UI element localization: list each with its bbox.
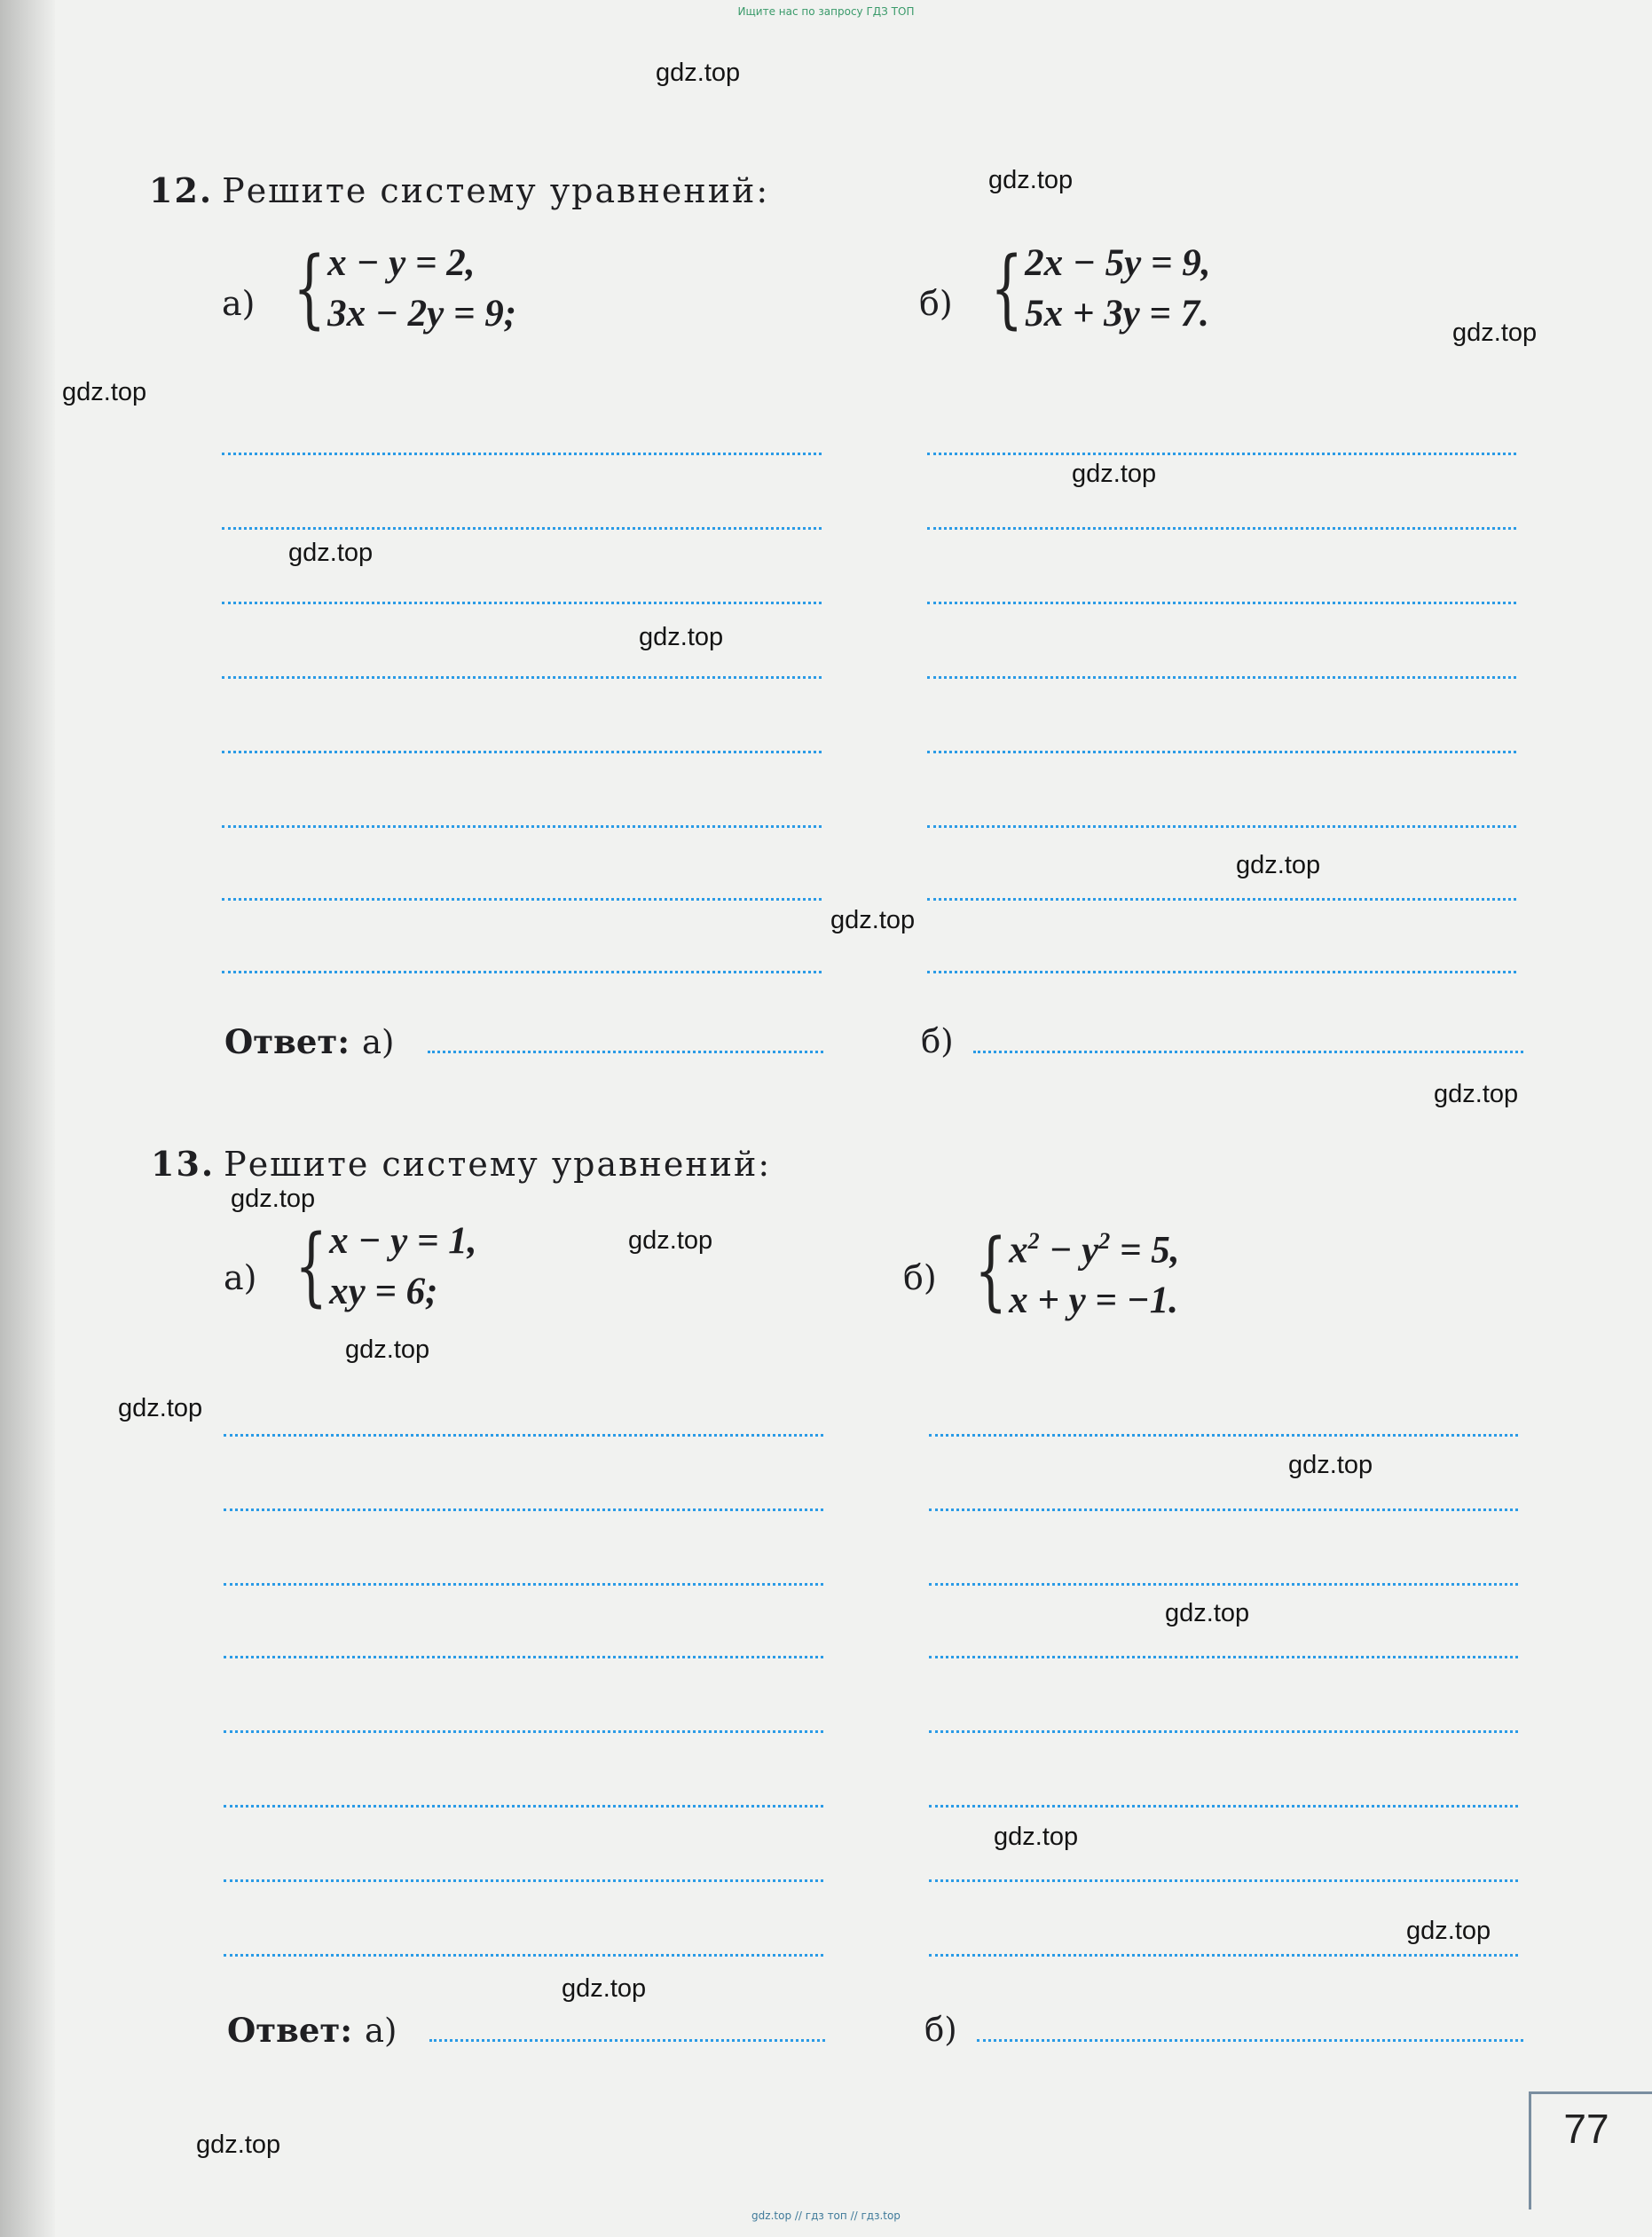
answer-b-line[interactable] [977,2039,1523,2042]
dotted-line[interactable] [929,1879,1518,1882]
equation-system-b [969,238,1210,339]
dotted-line[interactable] [929,1508,1518,1511]
dotted-line[interactable] [927,971,1516,973]
watermark: gdz.top [118,1394,203,1422]
watermark: gdz.top [345,1335,430,1364]
answer-a-label: а) [362,1023,395,1061]
dotted-line[interactable] [929,1656,1518,1658]
watermark: gdz.top [656,59,741,87]
dotted-line[interactable] [224,1730,823,1733]
equation: x − y = 1, [329,1220,477,1262]
dotted-line[interactable] [222,602,822,604]
bottom-banner: gdz.top // гдз топ // гдз.top [751,2209,901,2222]
equation: x − y = 2, [327,242,476,284]
dotted-line[interactable] [927,602,1516,604]
dotted-line[interactable] [222,971,822,973]
dotted-line[interactable] [222,825,822,828]
task-number: 13. [151,1144,216,1184]
watermark: gdz.top [1165,1599,1250,1627]
watermark: gdz.top [639,623,724,651]
watermark: gdz.top [1288,1451,1373,1479]
equation: $x^2 - y^2 = 5$, [1009,1228,1180,1272]
dotted-line[interactable] [222,676,822,679]
curly-brace: { [295,1217,328,1316]
answer-a-label: а) [365,2012,397,2050]
equation-system-a [271,238,516,339]
watermark: gdz.top [1434,1080,1519,1108]
part-a-label: а) [224,1258,257,1297]
part-a-label: а) [222,284,256,323]
equation: 3x − 2y = 9; [327,293,517,335]
equation-system-b [953,1216,1180,1326]
dotted-line[interactable] [224,1508,823,1511]
dotted-line[interactable] [224,1954,823,1957]
dotted-line[interactable] [927,751,1516,753]
dotted-line[interactable] [929,1434,1518,1437]
page-binding-shadow [0,0,55,2237]
task-title: Решите систему уравнений: [222,171,770,210]
task-13-heading [151,1144,771,1184]
equation: 5x + 3y = 7. [1025,293,1209,335]
curly-brace: { [293,239,326,338]
watermark: gdz.top [1406,1917,1491,1945]
task-12-heading [149,170,769,210]
part-b-label: б) [919,284,953,323]
dotted-line[interactable] [224,1805,823,1808]
dotted-line[interactable] [222,751,822,753]
dotted-line[interactable] [222,453,822,455]
answer-a-line[interactable] [428,1051,823,1053]
watermark: gdz.top [562,1974,647,2003]
curly-brace: { [990,239,1024,338]
dotted-line[interactable] [927,453,1516,455]
watermark: gdz.top [62,378,147,406]
watermark: gdz.top [628,1226,713,1255]
watermark: gdz.top [1452,319,1538,347]
answer-label: Ответ: [227,2011,352,2050]
dotted-line[interactable] [224,1583,823,1586]
dotted-line[interactable] [927,527,1516,530]
watermark: gdz.top [988,166,1074,194]
task-title: Решите систему уравнений: [224,1145,772,1184]
dotted-line[interactable] [929,1730,1518,1733]
task-number: 12. [149,170,214,210]
answer-row-task-12 [224,1022,395,1061]
watermark: gdz.top [1072,460,1157,488]
watermark: gdz.top [994,1823,1079,1851]
dotted-line[interactable] [929,1954,1518,1957]
answer-a-line[interactable] [429,2039,825,2042]
dotted-line[interactable] [224,1879,823,1882]
part-b-label: б) [903,1258,937,1297]
answer-b-label: б) [924,2011,957,2049]
dotted-line[interactable] [222,898,822,901]
answer-b-line[interactable] [973,1051,1523,1053]
watermark: gdz.top [1236,851,1321,879]
watermark: gdz.top [231,1185,316,1213]
dotted-line[interactable] [927,898,1516,901]
dotted-line[interactable] [927,825,1516,828]
equation: xy = 6; [329,1271,438,1312]
equation-system-a [273,1216,476,1317]
watermark: gdz.top [288,539,374,567]
dotted-line[interactable] [929,1583,1518,1586]
dotted-line[interactable] [927,676,1516,679]
bleed-through-text [914,169,924,204]
watermark: gdz.top [196,2131,281,2159]
dotted-line[interactable] [224,1656,823,1658]
equation: x + y = −1. [1009,1280,1178,1322]
watermark: gdz.top [830,906,916,934]
dotted-line[interactable] [929,1805,1518,1808]
answer-label: Ответ: [224,1022,350,1061]
dotted-line[interactable] [224,1434,823,1437]
top-banner: Ищите нас по запросу ГДЗ ТОП [737,5,915,18]
answer-row-task-13 [227,2011,397,2050]
dotted-line[interactable] [222,527,822,530]
equation: 2x − 5y = 9, [1025,242,1211,284]
page-number: 77 [1563,2106,1609,2152]
curly-brace: { [974,1221,1008,1321]
answer-b-label: б) [921,1022,954,1060]
